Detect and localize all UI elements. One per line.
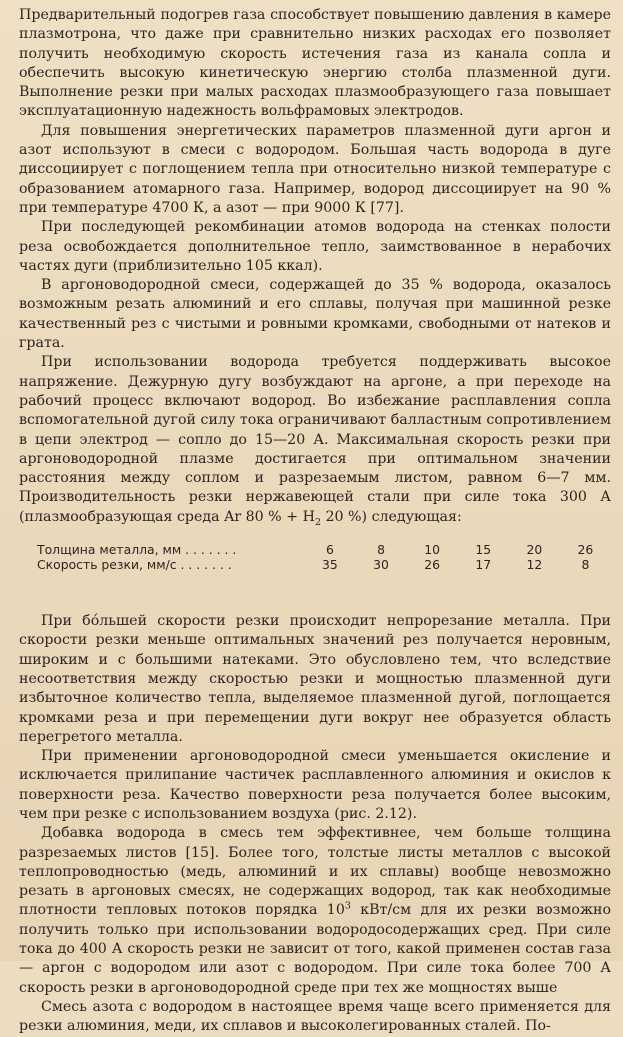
table-cell: 6 [325,542,334,558]
table-cell: 26 [424,557,440,573]
para8-superscript: 3 [344,900,351,912]
para8-text-before: Добавка водорода в смесь тем эффективнее, чем больше толщина разрезаемых листов [15]. Более того, толстые листы металлов с высокой теплопроводностью (медь, алюминий и их сплавы) вообще невозможно резать в аргоновых смесях, не содержащих водород, так как необходимые плотности тепловых потоков порядка 10 [19,825,611,919]
paragraph-oxidation: При применении аргоноводородной смеси уменьшается окисление и исключается прилипание частичек расплавленного алюминия и окислов к поверхности реза. Качество поверхности реза получается более высоким, чем при резке с использованием воздуха (рис. 2.12). [19,748,611,822]
para5-text-after: 20 %) следующая: [320,508,462,525]
para8-text-after: кВт/см для их резки возможно получить только при использовании водородосодержащих сред. При силе тока до 400 А скорость резки не зависит от того, какой применен состав газа — аргон с водородом или азот с водородом. При силе тока более 700 А скорость резки в аргоноводородной среде при тех же мощностях выше [19,902,611,996]
table-cell: 35 [322,557,338,573]
paragraph-gas-preheating: Предварительный подогрев газа способствует повышению давления в камере плазмотрона, что даже при сравнительно низких расходах его позволяет получить необходимую скорость истечения газа из канала сопла и обеспечить высокую кинетическую энергию столба плазменной дуги. Выполнение резки при малых расходах плазмообразующего газа повышает эксплуатационную надежность вольфрамовых электродов. [19,7,611,120]
paragraph-recombination: При последующей рекомбинации атомов водорода на стенках полости реза освобождается дополнительное тепло, заимствованное в нерабочих частях дуги (приблизительно 105 ккал). [19,219,611,274]
para5-subscript: 2 [314,516,321,528]
cutting-speed-table [37,542,611,572]
table-cell: 8 [377,542,385,558]
table-cell: 20 [526,542,543,558]
paragraph-hydrogen-addition [19,824,611,998]
paragraph-speed-effects: При бóльшей скорости резки происходит непрорезание металла. При скорости резки меньше оптимальных значений рез получается неровным, широким и с большими натеками. Это обусловлено тем, что вследствие несоответствия между скоростью резки и мощностью плазменной дуги избыточное количество тепла, выделяемое плазменной дугой, поглощается кромками реза и при перемещении дуги вокруг нее образуется область перегретого металла. [19,613,611,745]
table-cell: 30 [373,557,389,573]
paragraph-argon-hydrogen-mixture: В аргоноводородной смеси, содержащей до 35 % водорода, оказалось возможным резать алюминий и его сплавы, получая при машинной резке качественный рез с чистыми и ровными кромками, свободными от натеков и грата. [19,277,611,352]
table-cell: 15 [475,542,492,558]
table-cell: 17 [475,557,492,573]
table-row [37,557,611,572]
paragraph-hydrogen-voltage [19,353,611,527]
row-label-speed: Скорость резки, мм/с . . . . . . . [37,557,232,573]
table-cell: 12 [526,557,543,573]
table-cell: 10 [424,542,440,558]
para5-text-before: При использовании водорода требуется поддерживать высокое напряжение. Дежурную дугу возбуждают на аргоне, а при переходе на рабочий процесс включают водород. Во избежание расплавления сопла вспомогательной дугой силу тока ограничивают балластным сопротивлением в цепи электрод — сопло до 15—20 А. Максимальная скорость резки при аргоноводородной плазме достигается при оптимальном значении расстояния между соплом и разрезаемым листом, равном 6—7 мм. Производительность резки нержавеющей стали при силе тока 300 А (плазмообразующая среда Ar 80 % + H [19,354,611,525]
table-cell: 8 [581,557,590,573]
table-cell: 26 [577,542,594,558]
paragraph-argon-nitrogen-hydrogen: Для повышения энергетических параметров плазменной дуги аргон и азот используют в смеси с водородом. Большая часть водорода в дуге диссоциирует с поглощением тепла при относительно низкой температуре с образованием атомарного газа. Например, водород диссоциирует на 90 % при температуре 4700 К, а азот — при 9000 К [77]. [19,122,611,216]
table-row [37,542,611,557]
row-label-thickness: Толщина металла, мм . . . . . . . [37,542,237,558]
paragraph-nitrogen-hydrogen: Смесь азота с водородом в настоящее время чаще всего применяется для резки алюминия, меди, их сплавов и высоколегированных сталей. По- [19,998,611,1035]
